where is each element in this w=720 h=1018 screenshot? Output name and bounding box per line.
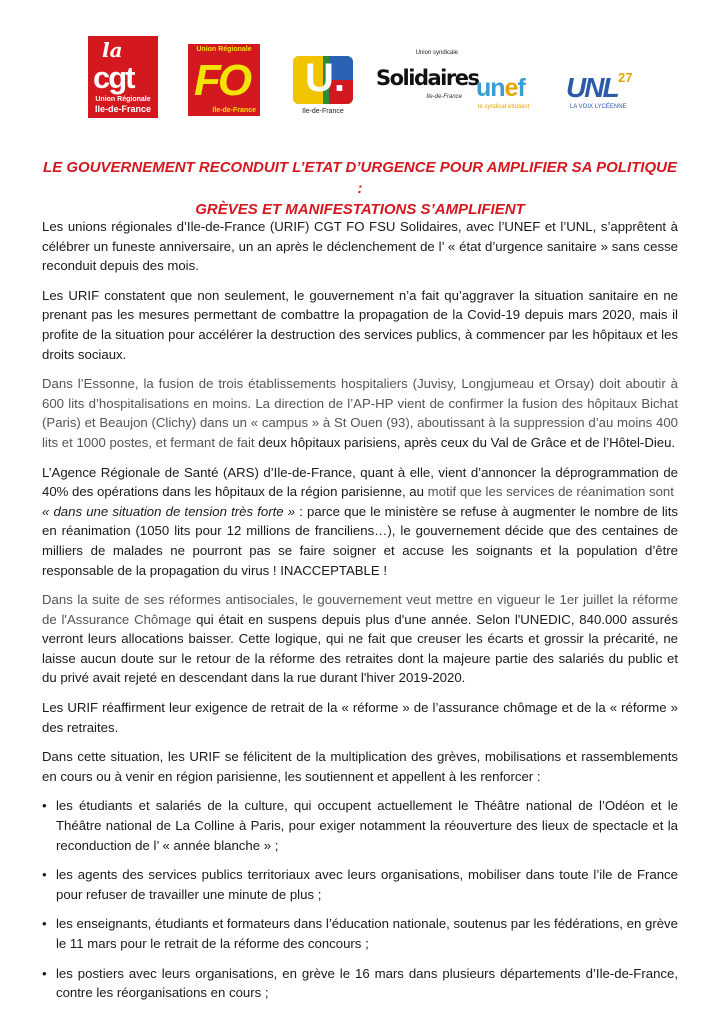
paragraph-urif-constat: Les URIF constatent que non seulement, le gouvernement n’a fait qu’aggraver la situation sanitaire en ne prenant pas les mesures permettant de combattre la propagation de la Covid-19 depuis mars 2020, mais il profite de la situation pour accélérer la destruction des services publics, à commencer par les hôpitaux et les droits sociaux. — [42, 287, 678, 362]
unef-logo-sub: le syndicat étudiant — [478, 104, 530, 110]
cgt-logo-line1: Union Régionale — [95, 96, 151, 103]
paragraph-ars-quote: « dans une situation de tension très forte » — [42, 503, 296, 519]
paragraph-ars-b: motif que les services de réanimation sont — [427, 484, 674, 500]
cgt-logo-top: la — [102, 38, 123, 62]
list-item: • les postiers avec leurs organisations, en grève le 16 mars dans plusieurs départements d’Ile-de-France, contre les réorganisations en cours ; — [42, 965, 678, 1001]
logo-bar — [88, 30, 648, 120]
unl-logo-sup: 27 — [618, 70, 633, 85]
unl-logo — [566, 72, 646, 116]
fo-logo-bottom: Ile-de-France — [212, 107, 256, 114]
cgt-logo-main: cgt — [93, 60, 134, 95]
solidaires-logo-bottom: Ile-de-France — [426, 94, 462, 100]
paragraph-ars-e: le gouvernement décide que des centaines de milliers de malades ne pourront pas se faire soigner et accuse les soignants et la population d’être responsable de la propagation du virus ! INACCEPTABLE ! — [42, 523, 678, 578]
list-item: • les étudiants et salariés de la culture, qui occupent actuellement le Théâtre national de l’Odéon et le Théâtre national de La Colline à Paris, pour exiger notamment la réouverture des lieux de spectacle et la reconduction de l’ « année blanche » ; — [42, 798, 678, 853]
document-body — [42, 217, 678, 1013]
bullet-icon: • — [42, 867, 47, 883]
unl-logo-sub: LA VOIX LYCÉENNE — [570, 104, 627, 110]
fo-logo-main: FO — [194, 56, 250, 105]
paragraph-retrait: Les URIF réaffirment leur exigence de retrait de la « réforme » de l’assurance chômage et de la « réforme » des retraites. — [42, 700, 678, 735]
paragraph-intro: Les unions régionales d’Ile-de-France (URIF) CGT FO FSU Solidaires, avec l’UNEF et l’UNL, s’apprêtent à célébrer un funeste anniversaire, un an après le déclenchement de l’ « état d’urgence sanitaire » sans cesse reconduit depuis des mois. — [42, 219, 678, 274]
title-line-2: GRÈVES ET MANIFESTATIONS S’AMPLIFIENT — [195, 201, 525, 218]
bullet-icon: • — [42, 965, 47, 981]
fo-logo — [188, 44, 260, 116]
paragraph-chomage-b: qui était en suspens depuis plus d'une année. Selon l'UNEDIC, 840.000 assurés verront leurs allocations baisser. Cette logique, qui ne fait que creuser les écarts et grossir la précarité, ne laisse aucun doute sur le retour de la réforme des retraites dont la majeure partie des salariés du public et du privé avait rejeté en descendant dans la rue durant l'hiver 2019-2020. — [42, 611, 678, 686]
paragraph-ars-a: L’Agence Régionale de Santé (ARS) d’Ile-de-France, quant à elle, vient d’annoncer la déprogrammation de 40% des opérations dans les hôpitaux de la région parisienne, au — [42, 464, 678, 500]
solidaires-logo — [376, 50, 479, 110]
fo-logo-top: Union Régionale — [196, 46, 252, 53]
fsu-logo-caption: Ile-de-France — [302, 108, 344, 115]
solidaires-logo-top: Union syndicale — [415, 50, 458, 56]
title-line-1: LE GOUVERNEMENT RECONDUIT L’ETAT D’URGENCE POUR AMPLIFIER SA POLITIQUE : — [43, 159, 677, 197]
list-item: • les enseignants, étudiants et formateurs dans l’éducation nationale, soutenus par les fédérations, en grève le 11 mars pour le retrait de la réforme des concours ; — [42, 916, 678, 951]
paragraph-hospital-mergers-b: deux hôpitaux parisiens, après ceux du Val de Grâce et de l’Hôtel-Dieu. — [258, 434, 676, 450]
paragraph-ars-d: : parce que le ministère se refuse à augmenter le nombre de lits en réanimation (1050 lits pour 12 millions de franciliens…), — [42, 503, 678, 539]
fsu-logo-mark — [293, 56, 353, 104]
paragraph-hospital-mergers-a: Dans l’Essonne, la fusion de trois établissements hospitaliers (Juvisy, Longjumeau et Orsay) doit aboutir à 600 lits d’hospitalisations en moins. La direction de l’AP-HP vient de confirmer la fusion des hôpitaux Bichat (Paris) et Beaujon (Clichy) dans un « campus » à St Ouen (93), aboutissant à la suppression d’au moins 400 lits et 1000 postes, et fermant de fait — [42, 376, 678, 450]
paragraph-ars — [42, 463, 678, 581]
unl-logo-main: UNL — [566, 72, 618, 103]
paragraph-chomage-a: Dans la suite de ses réformes antisociales, le gouvernement veut mettre en vigueur le 1er juillet la réforme de l'Assurance Chômage — [42, 592, 678, 627]
paragraph-chomage — [42, 590, 678, 688]
fsu-logo-main: U. — [305, 56, 345, 100]
unef-logo — [476, 74, 556, 114]
bullet-icon: • — [42, 916, 47, 932]
unef-logo-main: unef — [476, 74, 525, 102]
bullet-icon: • — [42, 798, 47, 814]
paragraph-appel: Dans cette situation, les URIF se félicitent de la multiplication des grèves, mobilisations et rassemblements en cours ou à venir en région parisienne, les soutiennent et appellent à les renforcer : — [42, 749, 678, 784]
fsu-logo — [290, 56, 356, 120]
cgt-logo — [88, 36, 158, 118]
solidaires-logo-main: Solidaires — [376, 66, 479, 90]
paragraph-hospital-mergers — [42, 374, 678, 452]
list-item: • les agents des services publics territoriaux avec leurs organisations, mobiliser dans toute l’ile de France pour refuser de travailler une minute de plus ; — [42, 867, 678, 902]
document-title — [40, 157, 680, 220]
cgt-logo-line2: Ile-de-France — [94, 104, 152, 114]
mobilisation-list — [42, 796, 678, 1002]
